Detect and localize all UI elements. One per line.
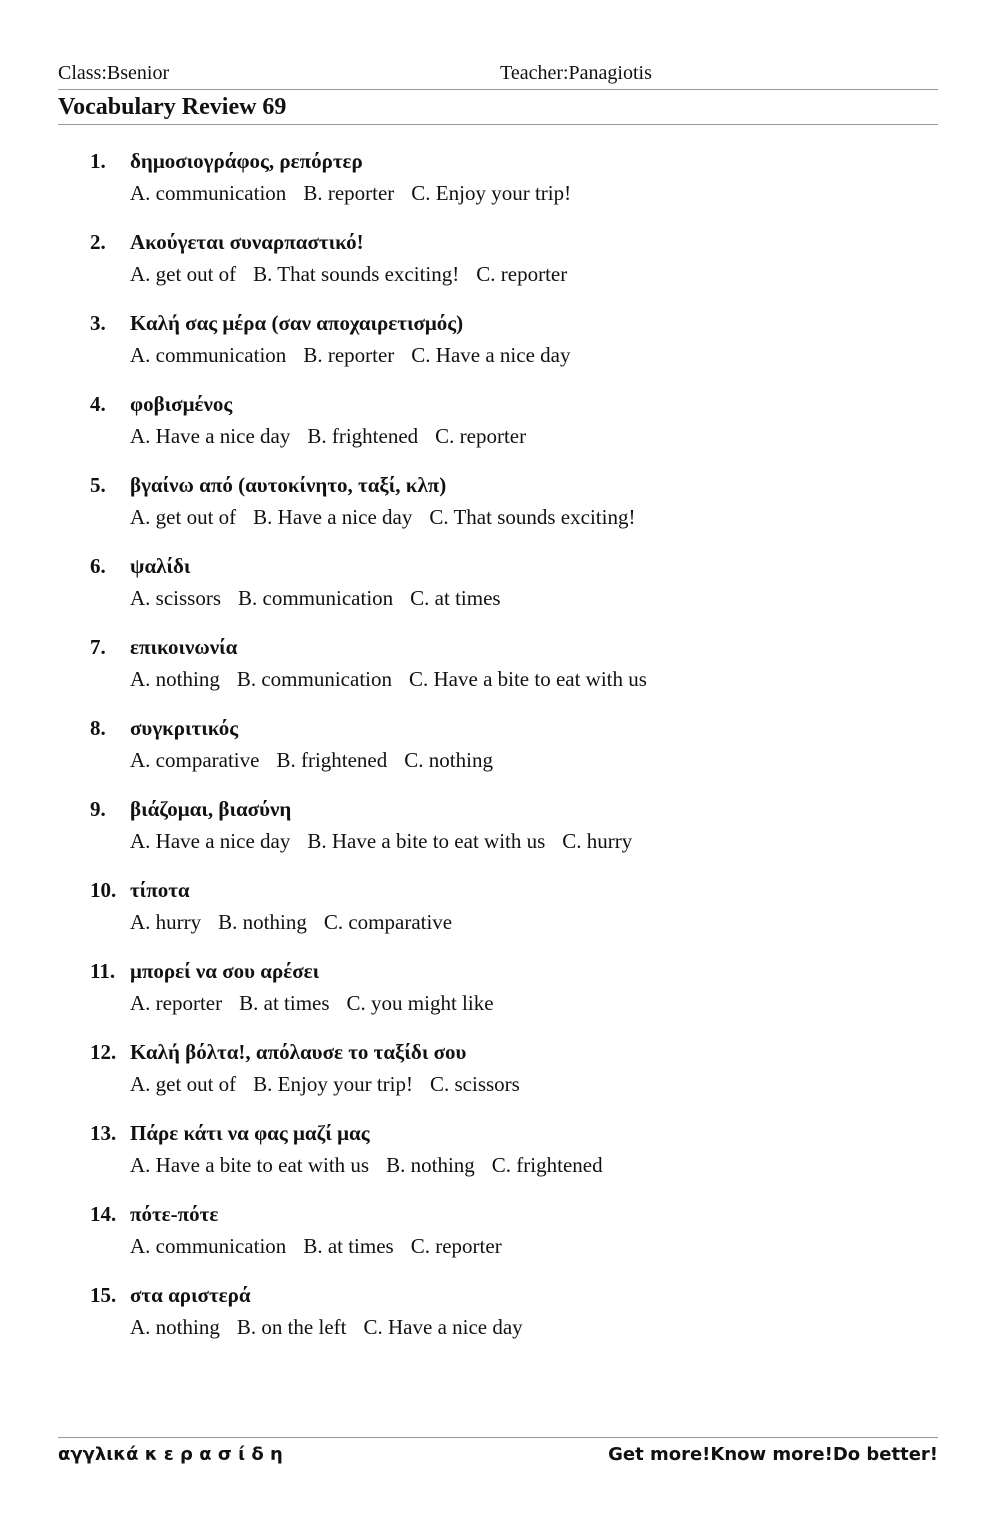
answer-options: [130, 667, 664, 692]
question-number: 7.: [90, 635, 106, 659]
answer-options: [130, 1153, 620, 1178]
answer-options: [130, 829, 649, 854]
answer-option[interactable]: C. comparative: [323, 910, 453, 934]
question-item: [90, 392, 950, 473]
answer-option[interactable]: B. communication: [236, 667, 392, 691]
question-item: [90, 635, 950, 716]
answer-options: [130, 1234, 519, 1259]
question-number: 3.: [90, 311, 106, 335]
answer-option[interactable]: C. hurry: [562, 829, 633, 853]
answer-option[interactable]: A. communication: [130, 181, 287, 205]
question-prompt: φοβισμένος: [130, 392, 233, 416]
class-label: Class:Bsenior: [58, 62, 170, 84]
question-prompt: Καλή βόλτα!, απόλαυσε το ταξίδι σου: [130, 1040, 467, 1064]
question-item: [90, 554, 950, 635]
question-item: [90, 473, 950, 554]
question-number: 11.: [90, 959, 116, 983]
question-number: 9.: [90, 797, 106, 821]
worksheet-header: [58, 62, 938, 90]
answer-option[interactable]: C. Enjoy your trip!: [411, 181, 572, 205]
question-number: 15.: [90, 1283, 117, 1307]
question-item: [90, 959, 950, 1040]
answer-options: [130, 262, 584, 287]
question-prompt: μπορεί να σου αρέσει: [130, 959, 320, 983]
question-prompt: Ακούγεται συναρπαστικό!: [130, 230, 364, 254]
title-bar: [58, 93, 938, 125]
question-number: 1.: [90, 149, 106, 173]
question-number: 13.: [90, 1121, 117, 1145]
question-item: [90, 230, 950, 311]
answer-options: [130, 910, 469, 935]
question-number: 10.: [90, 878, 117, 902]
answer-option[interactable]: A. comparative: [130, 748, 260, 772]
footer-brand: αγγλικά κ ε ρ α σ ί δ η: [58, 1444, 283, 1465]
question-prompt: δημοσιογράφος, ρεπόρτερ: [130, 149, 363, 173]
page-title: Vocabulary Review 69: [58, 94, 287, 120]
answer-options: [130, 424, 543, 449]
question-number: 5.: [90, 473, 106, 497]
answer-options: [130, 586, 518, 611]
answer-option[interactable]: C. That sounds exciting!: [429, 505, 636, 529]
question-prompt: τίποτα: [130, 878, 190, 902]
question-prompt: συγκριτικός: [130, 716, 239, 740]
answer-options: [130, 991, 511, 1016]
question-item: [90, 797, 950, 878]
question-prompt: βιάζομαι, βιασύνη: [130, 797, 292, 821]
answer-option[interactable]: C. Have a nice day: [363, 1315, 523, 1339]
question-list: [90, 149, 950, 1364]
answer-option[interactable]: B. That sounds exciting!: [253, 262, 460, 286]
answer-option[interactable]: B. Have a nice day: [253, 505, 413, 529]
question-item: [90, 716, 950, 797]
footer-slogan: Get more!Know more!Do better!: [608, 1444, 938, 1465]
answer-option[interactable]: A. Have a nice day: [130, 829, 291, 853]
answer-option[interactable]: A. Have a nice day: [130, 424, 291, 448]
question-item: [90, 1040, 950, 1121]
answer-option[interactable]: B. Have a bite to eat with us: [307, 829, 546, 853]
question-prompt: πότε-πότε: [130, 1202, 219, 1226]
answer-option[interactable]: C. reporter: [410, 1234, 502, 1258]
answer-options: [130, 748, 510, 773]
question-item: [90, 149, 950, 230]
answer-option[interactable]: B. Enjoy your trip!: [253, 1072, 413, 1096]
question-prompt: επικοινωνία: [130, 635, 238, 659]
answer-option[interactable]: C. scissors: [429, 1072, 520, 1096]
question-number: 14.: [90, 1202, 117, 1226]
answer-option[interactable]: B. frightened: [276, 748, 388, 772]
question-prompt: στα αριστερά: [130, 1283, 251, 1307]
question-item: [90, 878, 950, 959]
question-number: 2.: [90, 230, 106, 254]
answer-option[interactable]: A. nothing: [130, 1315, 220, 1339]
answer-option[interactable]: A. get out of: [130, 1072, 237, 1096]
answer-options: [130, 1315, 540, 1340]
answer-option[interactable]: A. get out of: [130, 505, 237, 529]
answer-option[interactable]: B. reporter: [303, 343, 395, 367]
answer-option[interactable]: B. at times: [239, 991, 330, 1015]
answer-option[interactable]: A. Have a bite to eat with us: [130, 1153, 370, 1177]
answer-options: [130, 1072, 537, 1097]
answer-option[interactable]: B. at times: [303, 1234, 394, 1258]
question-number: 4.: [90, 392, 106, 416]
answer-option[interactable]: B. communication: [238, 586, 394, 610]
answer-option[interactable]: C. Have a nice day: [411, 343, 571, 367]
question-prompt: Πάρε κάτι να φας μαζί μας: [130, 1121, 370, 1145]
answer-option[interactable]: C. at times: [410, 586, 501, 610]
question-number: 6.: [90, 554, 106, 578]
answer-option[interactable]: A. nothing: [130, 667, 220, 691]
answer-option[interactable]: C. reporter: [476, 262, 568, 286]
question-prompt: βγαίνω από (αυτοκίνητο, ταξί, κλπ): [130, 473, 447, 497]
question-prompt: Καλή σας μέρα (σαν αποχαιρετισμός): [130, 311, 464, 335]
answer-option[interactable]: C. you might like: [346, 991, 494, 1015]
answer-option[interactable]: C. Have a bite to eat with us: [409, 667, 647, 691]
answer-option[interactable]: B. frightened: [307, 424, 419, 448]
answer-options: [130, 181, 588, 206]
question-item: [90, 311, 950, 392]
answer-option[interactable]: C. frightened: [491, 1153, 603, 1177]
answer-option[interactable]: A. communication: [130, 343, 287, 367]
worksheet-footer: [58, 1437, 938, 1468]
question-item: [90, 1202, 950, 1283]
answer-option[interactable]: C. nothing: [404, 748, 493, 772]
question-item: [90, 1283, 950, 1364]
answer-option[interactable]: A. communication: [130, 1234, 287, 1258]
answer-option[interactable]: C. reporter: [435, 424, 527, 448]
answer-options: [130, 343, 587, 368]
question-item: [90, 1121, 950, 1202]
answer-option[interactable]: B. on the left: [236, 1315, 347, 1339]
answer-option[interactable]: B. nothing: [386, 1153, 475, 1177]
answer-options: [130, 505, 652, 530]
teacher-label: Teacher:Panagiotis: [500, 62, 652, 84]
question-number: 12.: [90, 1040, 117, 1064]
question-prompt: ψαλίδι: [130, 554, 191, 578]
answer-option[interactable]: A. scissors: [130, 586, 222, 610]
answer-option[interactable]: A. reporter: [130, 991, 223, 1015]
answer-option[interactable]: B. nothing: [218, 910, 307, 934]
question-number: 8.: [90, 716, 106, 740]
answer-option[interactable]: A. hurry: [130, 910, 202, 934]
answer-option[interactable]: A. get out of: [130, 262, 237, 286]
answer-option[interactable]: B. reporter: [303, 181, 395, 205]
